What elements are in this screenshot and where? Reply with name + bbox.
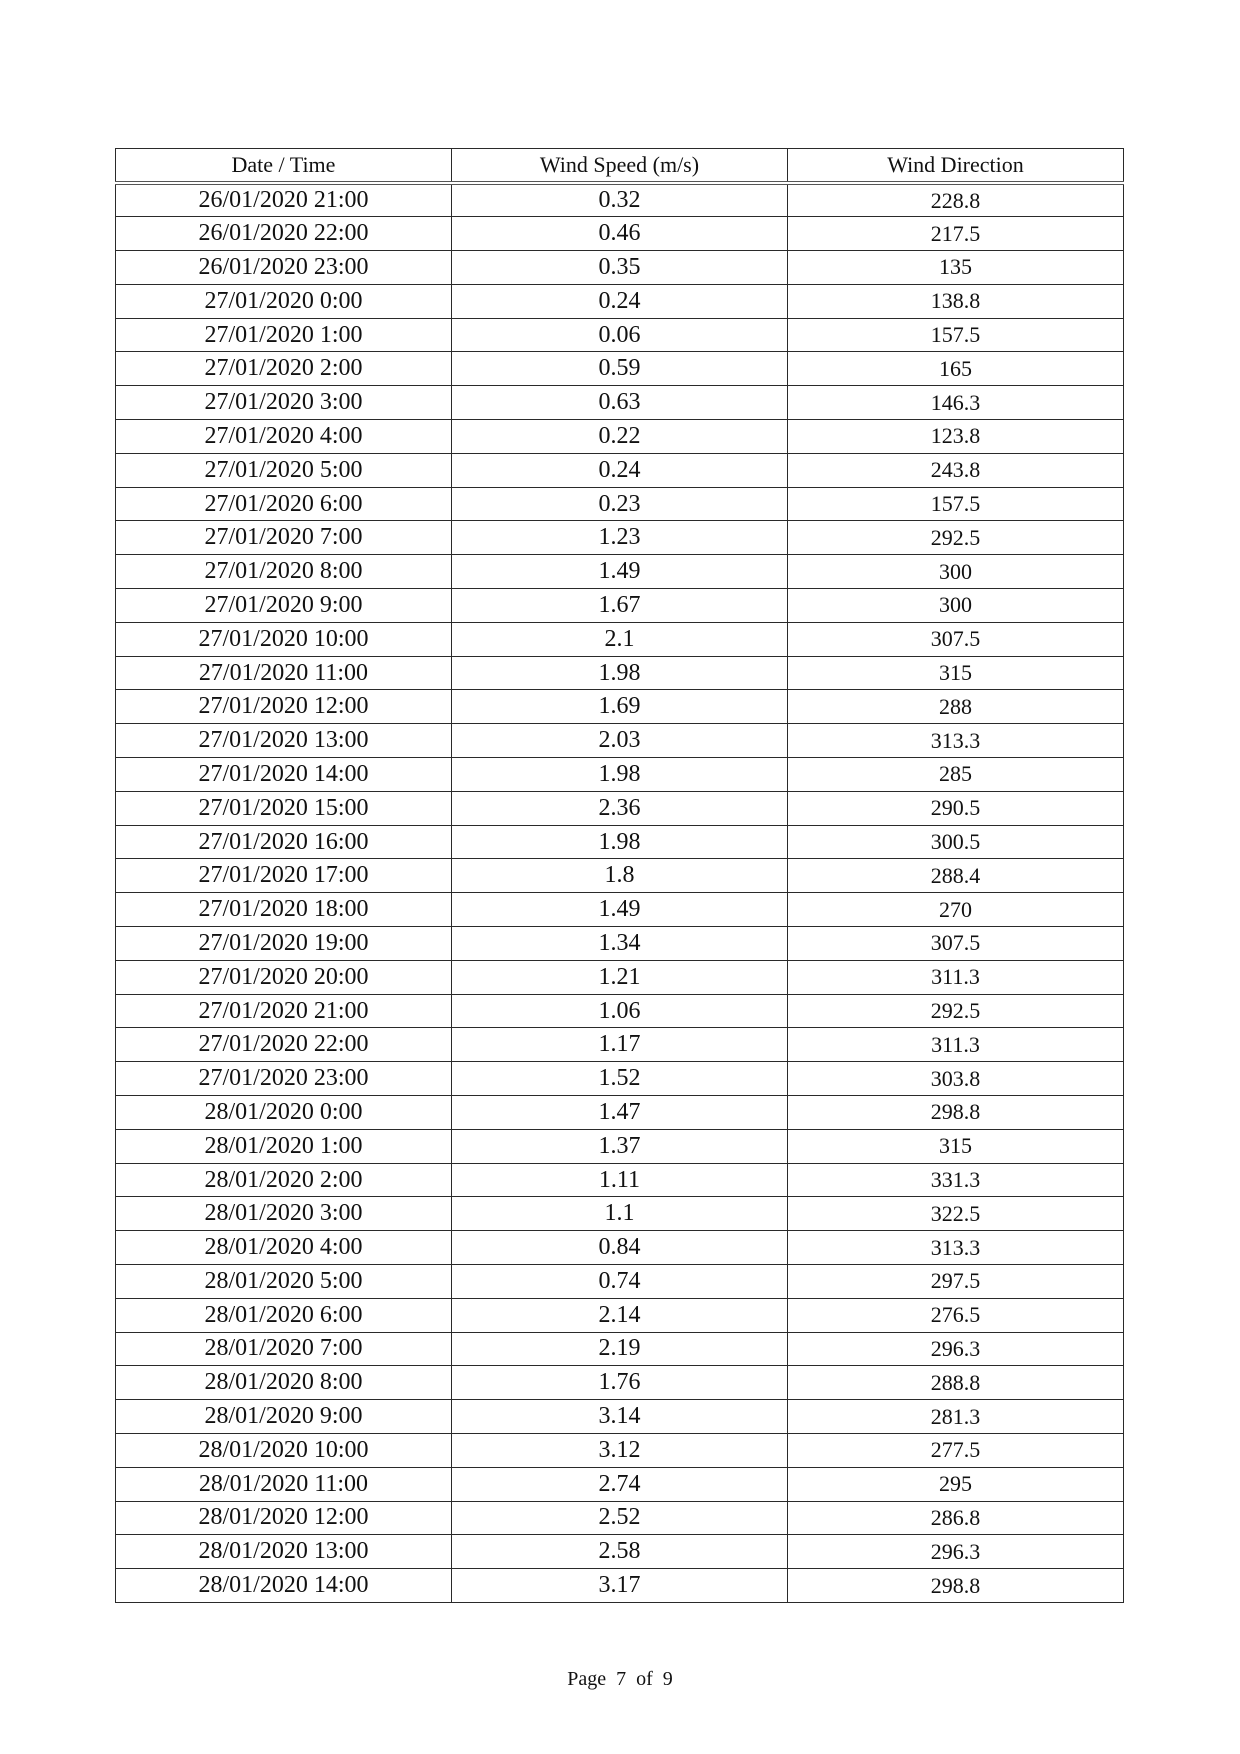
cell-wind-direction: 296.3 bbox=[787, 1535, 1123, 1569]
cell-wind-direction: 288.4 bbox=[787, 859, 1123, 893]
table-row bbox=[116, 1197, 1124, 1231]
table-row bbox=[116, 487, 1124, 521]
cell-wind-speed: 1.47 bbox=[451, 1096, 787, 1130]
cell-wind-speed: 0.32 bbox=[451, 183, 787, 217]
cell-wind-direction: 322.5 bbox=[787, 1197, 1123, 1231]
cell-wind-speed: 1.76 bbox=[451, 1366, 787, 1400]
table-row bbox=[116, 318, 1124, 352]
cell-date-time: 27/01/2020 18:00 bbox=[116, 893, 452, 927]
cell-wind-speed: 1.49 bbox=[451, 555, 787, 589]
table-row bbox=[116, 555, 1124, 589]
cell-date-time: 27/01/2020 3:00 bbox=[116, 386, 452, 420]
cell-date-time: 27/01/2020 6:00 bbox=[116, 487, 452, 521]
cell-date-time: 28/01/2020 13:00 bbox=[116, 1535, 452, 1569]
table-row bbox=[116, 724, 1124, 758]
cell-date-time: 28/01/2020 10:00 bbox=[116, 1433, 452, 1467]
cell-wind-speed: 0.84 bbox=[451, 1231, 787, 1265]
table-row bbox=[116, 251, 1124, 285]
cell-date-time: 27/01/2020 9:00 bbox=[116, 589, 452, 623]
cell-wind-speed: 1.11 bbox=[451, 1163, 787, 1197]
cell-wind-speed: 1.34 bbox=[451, 927, 787, 961]
cell-wind-speed: 2.52 bbox=[451, 1501, 787, 1535]
cell-date-time: 28/01/2020 9:00 bbox=[116, 1400, 452, 1434]
table-row bbox=[116, 1569, 1124, 1603]
cell-wind-speed: 2.14 bbox=[451, 1298, 787, 1332]
table-row bbox=[116, 453, 1124, 487]
page-number: Page 7 of 9 bbox=[567, 1668, 673, 1690]
cell-date-time: 27/01/2020 0:00 bbox=[116, 284, 452, 318]
cell-wind-direction: 270 bbox=[787, 893, 1123, 927]
cell-date-time: 26/01/2020 22:00 bbox=[116, 217, 452, 251]
cell-wind-speed: 2.36 bbox=[451, 791, 787, 825]
cell-wind-speed: 0.63 bbox=[451, 386, 787, 420]
cell-date-time: 26/01/2020 23:00 bbox=[116, 251, 452, 285]
cell-wind-speed: 2.58 bbox=[451, 1535, 787, 1569]
cell-wind-direction: 300.5 bbox=[787, 825, 1123, 859]
table-row bbox=[116, 927, 1124, 961]
table-row bbox=[116, 386, 1124, 420]
cell-wind-speed: 0.35 bbox=[451, 251, 787, 285]
cell-date-time: 28/01/2020 12:00 bbox=[116, 1501, 452, 1535]
table-row bbox=[116, 791, 1124, 825]
cell-date-time: 27/01/2020 13:00 bbox=[116, 724, 452, 758]
cell-wind-direction: 292.5 bbox=[787, 994, 1123, 1028]
cell-date-time: 27/01/2020 15:00 bbox=[116, 791, 452, 825]
cell-wind-direction: 331.3 bbox=[787, 1163, 1123, 1197]
cell-wind-speed: 2.1 bbox=[451, 622, 787, 656]
cell-date-time: 27/01/2020 19:00 bbox=[116, 927, 452, 961]
cell-date-time: 28/01/2020 3:00 bbox=[116, 1197, 452, 1231]
cell-date-time: 28/01/2020 2:00 bbox=[116, 1163, 452, 1197]
table-row bbox=[116, 690, 1124, 724]
cell-wind-direction: 311.3 bbox=[787, 1028, 1123, 1062]
cell-wind-direction: 123.8 bbox=[787, 420, 1123, 454]
cell-wind-direction: 307.5 bbox=[787, 622, 1123, 656]
table-row bbox=[116, 589, 1124, 623]
cell-date-time: 27/01/2020 10:00 bbox=[116, 622, 452, 656]
table-row bbox=[116, 1265, 1124, 1299]
cell-wind-direction: 296.3 bbox=[787, 1332, 1123, 1366]
cell-wind-speed: 0.59 bbox=[451, 352, 787, 386]
cell-wind-direction: 298.8 bbox=[787, 1569, 1123, 1603]
cell-wind-speed: 0.24 bbox=[451, 453, 787, 487]
cell-wind-speed: 1.06 bbox=[451, 994, 787, 1028]
cell-wind-speed: 2.03 bbox=[451, 724, 787, 758]
table-row bbox=[116, 284, 1124, 318]
table-row bbox=[116, 758, 1124, 792]
cell-date-time: 27/01/2020 1:00 bbox=[116, 318, 452, 352]
cell-wind-speed: 0.22 bbox=[451, 420, 787, 454]
cell-wind-speed: 1.98 bbox=[451, 656, 787, 690]
cell-wind-speed: 2.19 bbox=[451, 1332, 787, 1366]
cell-date-time: 27/01/2020 23:00 bbox=[116, 1062, 452, 1096]
cell-wind-direction: 313.3 bbox=[787, 1231, 1123, 1265]
cell-date-time: 27/01/2020 11:00 bbox=[116, 656, 452, 690]
header-row bbox=[116, 149, 1124, 184]
cell-wind-direction: 243.8 bbox=[787, 453, 1123, 487]
cell-date-time: 28/01/2020 4:00 bbox=[116, 1231, 452, 1265]
table-row bbox=[116, 622, 1124, 656]
cell-wind-speed: 0.23 bbox=[451, 487, 787, 521]
cell-wind-direction: 157.5 bbox=[787, 487, 1123, 521]
cell-wind-direction: 298.8 bbox=[787, 1096, 1123, 1130]
table-row bbox=[116, 1535, 1124, 1569]
cell-wind-direction: 315 bbox=[787, 656, 1123, 690]
cell-date-time: 27/01/2020 20:00 bbox=[116, 960, 452, 994]
table-row bbox=[116, 1467, 1124, 1501]
cell-wind-speed: 1.21 bbox=[451, 960, 787, 994]
table-row bbox=[116, 1163, 1124, 1197]
table-row bbox=[116, 1298, 1124, 1332]
table-row bbox=[116, 656, 1124, 690]
table-row bbox=[116, 420, 1124, 454]
cell-wind-direction: 288.8 bbox=[787, 1366, 1123, 1400]
cell-wind-speed: 1.37 bbox=[451, 1129, 787, 1163]
cell-wind-speed: 1.98 bbox=[451, 758, 787, 792]
cell-date-time: 27/01/2020 22:00 bbox=[116, 1028, 452, 1062]
table-header bbox=[116, 149, 1124, 184]
table-row bbox=[116, 859, 1124, 893]
cell-wind-direction: 295 bbox=[787, 1467, 1123, 1501]
cell-wind-direction: 300 bbox=[787, 555, 1123, 589]
cell-wind-speed: 1.52 bbox=[451, 1062, 787, 1096]
cell-wind-speed: 1.98 bbox=[451, 825, 787, 859]
table-row bbox=[116, 1433, 1124, 1467]
cell-wind-direction: 286.8 bbox=[787, 1501, 1123, 1535]
cell-wind-direction: 135 bbox=[787, 251, 1123, 285]
table-row bbox=[116, 960, 1124, 994]
table-row bbox=[116, 1332, 1124, 1366]
cell-wind-speed: 1.69 bbox=[451, 690, 787, 724]
column-header-wind-direction: Wind Direction bbox=[787, 149, 1123, 184]
cell-wind-speed: 3.12 bbox=[451, 1433, 787, 1467]
cell-wind-speed: 0.46 bbox=[451, 217, 787, 251]
cell-date-time: 27/01/2020 8:00 bbox=[116, 555, 452, 589]
table-row bbox=[116, 1366, 1124, 1400]
cell-wind-direction: 290.5 bbox=[787, 791, 1123, 825]
cell-wind-direction: 315 bbox=[787, 1129, 1123, 1163]
cell-date-time: 28/01/2020 11:00 bbox=[116, 1467, 452, 1501]
cell-wind-speed: 3.17 bbox=[451, 1569, 787, 1603]
cell-date-time: 27/01/2020 21:00 bbox=[116, 994, 452, 1028]
cell-date-time: 28/01/2020 14:00 bbox=[116, 1569, 452, 1603]
table-row bbox=[116, 183, 1124, 217]
cell-date-time: 28/01/2020 7:00 bbox=[116, 1332, 452, 1366]
cell-date-time: 27/01/2020 4:00 bbox=[116, 420, 452, 454]
cell-date-time: 27/01/2020 12:00 bbox=[116, 690, 452, 724]
table-body bbox=[116, 183, 1124, 1602]
table-row bbox=[116, 217, 1124, 251]
cell-date-time: 28/01/2020 8:00 bbox=[116, 1366, 452, 1400]
cell-wind-speed: 2.74 bbox=[451, 1467, 787, 1501]
column-header-wind-speed: Wind Speed (m/s) bbox=[451, 149, 787, 184]
cell-date-time: 28/01/2020 6:00 bbox=[116, 1298, 452, 1332]
cell-wind-direction: 138.8 bbox=[787, 284, 1123, 318]
cell-wind-direction: 297.5 bbox=[787, 1265, 1123, 1299]
table-row bbox=[116, 1062, 1124, 1096]
cell-wind-speed: 1.67 bbox=[451, 589, 787, 623]
cell-wind-speed: 3.14 bbox=[451, 1400, 787, 1434]
cell-wind-direction: 146.3 bbox=[787, 386, 1123, 420]
cell-wind-speed: 1.23 bbox=[451, 521, 787, 555]
cell-wind-direction: 165 bbox=[787, 352, 1123, 386]
cell-date-time: 28/01/2020 1:00 bbox=[116, 1129, 452, 1163]
cell-wind-direction: 292.5 bbox=[787, 521, 1123, 555]
table-row bbox=[116, 1028, 1124, 1062]
cell-wind-speed: 1.8 bbox=[451, 859, 787, 893]
table-row bbox=[116, 893, 1124, 927]
cell-wind-direction: 307.5 bbox=[787, 927, 1123, 961]
cell-wind-speed: 0.74 bbox=[451, 1265, 787, 1299]
column-header-date-time: Date / Time bbox=[116, 149, 452, 184]
cell-wind-speed: 1.49 bbox=[451, 893, 787, 927]
cell-date-time: 27/01/2020 7:00 bbox=[116, 521, 452, 555]
cell-date-time: 27/01/2020 17:00 bbox=[116, 859, 452, 893]
cell-date-time: 27/01/2020 16:00 bbox=[116, 825, 452, 859]
cell-wind-direction: 281.3 bbox=[787, 1400, 1123, 1434]
cell-wind-direction: 300 bbox=[787, 589, 1123, 623]
cell-wind-speed: 1.17 bbox=[451, 1028, 787, 1062]
table-row bbox=[116, 994, 1124, 1028]
cell-wind-direction: 313.3 bbox=[787, 724, 1123, 758]
cell-wind-direction: 303.8 bbox=[787, 1062, 1123, 1096]
wind-data-table bbox=[115, 148, 1124, 1603]
cell-wind-direction: 228.8 bbox=[787, 183, 1123, 217]
table-row bbox=[116, 521, 1124, 555]
cell-wind-direction: 311.3 bbox=[787, 960, 1123, 994]
cell-date-time: 28/01/2020 5:00 bbox=[116, 1265, 452, 1299]
cell-date-time: 27/01/2020 14:00 bbox=[116, 758, 452, 792]
cell-date-time: 27/01/2020 2:00 bbox=[116, 352, 452, 386]
table-row bbox=[116, 1501, 1124, 1535]
table-row bbox=[116, 825, 1124, 859]
cell-wind-speed: 0.24 bbox=[451, 284, 787, 318]
cell-date-time: 26/01/2020 21:00 bbox=[116, 183, 452, 217]
table-row bbox=[116, 1231, 1124, 1265]
cell-wind-direction: 157.5 bbox=[787, 318, 1123, 352]
cell-wind-direction: 288 bbox=[787, 690, 1123, 724]
table-row bbox=[116, 1129, 1124, 1163]
table-row bbox=[116, 1400, 1124, 1434]
cell-wind-direction: 285 bbox=[787, 758, 1123, 792]
cell-wind-direction: 277.5 bbox=[787, 1433, 1123, 1467]
cell-wind-direction: 217.5 bbox=[787, 217, 1123, 251]
cell-date-time: 27/01/2020 5:00 bbox=[116, 453, 452, 487]
cell-wind-direction: 276.5 bbox=[787, 1298, 1123, 1332]
table-row bbox=[116, 1096, 1124, 1130]
table-row bbox=[116, 352, 1124, 386]
cell-wind-speed: 0.06 bbox=[451, 318, 787, 352]
cell-date-time: 28/01/2020 0:00 bbox=[116, 1096, 452, 1130]
cell-wind-speed: 1.1 bbox=[451, 1197, 787, 1231]
